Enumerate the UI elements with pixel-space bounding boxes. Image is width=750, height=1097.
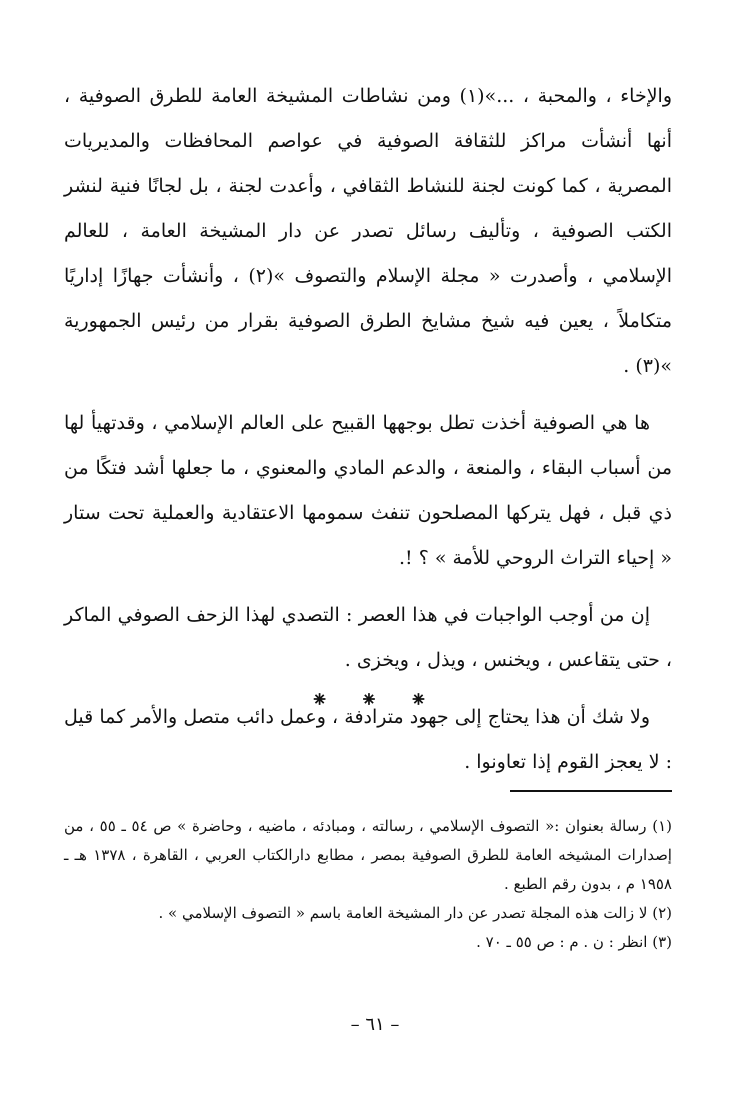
footnotes [64,812,672,957]
footnote-3: (٣) انظر : ن . م : ص ٥٥ ـ ٧٠ . [476,933,672,951]
section-separator: ⁕ ⁕ ⁕ [310,688,440,713]
paragraph: والإخاء ، والمحبة ، ...»(١) ومن نشاطات المشيخة العامة للطرق الصوفية ، أنها أنشأت مراكز للثقافة الصوفية في عواصم المحافظات والمديريات المصرية ، كما كونت لجنة للنشاط الثقافي ، وأعدت لجنة ، بل لجانًا فنية لنشر الكتب الصوفية ، وتأليف رسائل تصدر عن دار المشيخة العامة ، للعالم الإسلامي ، وأصدرت « مجلة الإسلام والتصوف »(٢) ، وأنشأت جهازًا إداريًا متكاملاً ، يعين فيه شيخ مشايخ الطرق الصوفية بقرار من رئيس الجمهورية »(٣) . [64,85,672,377]
paragraph: ولا شك أن هذا يحتاج إلى جهود مترادفة ، وعمل دائب متصل والأمر كما قيل : لا يعجز القوم إذا تعاونوا . [64,706,672,773]
footnote-1: (١) رسالة بعنوان :« التصوف الإسلامي ، رسالته ، ومبادئه ، ماضيه ، وحاضرة » ص ٥٤ ـ ٥٥ ، من إصدارات المشيخه العامة للطرق الصوفية بمصر ، مطابع دارالكتاب العربي ، القاهرة ، ١٣٧٨ هـ ـ ١٩٥٨ م ، بدون رقم الطبع . [64,817,672,893]
paragraph: إن من أوجب الواجبات في هذا العصر : التصدي لهذا الزحف الصوفي الماكر ، حتى يتقاعس ، ويخنس ، ويذل ، ويخزى . [64,604,672,671]
main-text [64,74,672,785]
paragraph: ها هي الصوفية أخذت تطل بوجهها القبيح على العالم الإسلامي ، وقدتهيأ لها من أسباب البقاء ، والمنعة ، والدعم المادي والمعنوي ، ما جعلها أشد فتكًا من ذي قبل ، فهل يتركها المصلحون تنفث سمومها الاعتقادية والعملية تحت ستار « إحياء التراث الروحي للأمة » ؟ !. [64,412,673,569]
footnote-2: (٢) لا زالت هذه المجلة تصدر عن دار المشيخة العامة باسم « التصوف الإسلامي » . [158,904,672,922]
page-number: – ٦١ – [350,1014,400,1035]
footnote-divider [510,790,672,792]
